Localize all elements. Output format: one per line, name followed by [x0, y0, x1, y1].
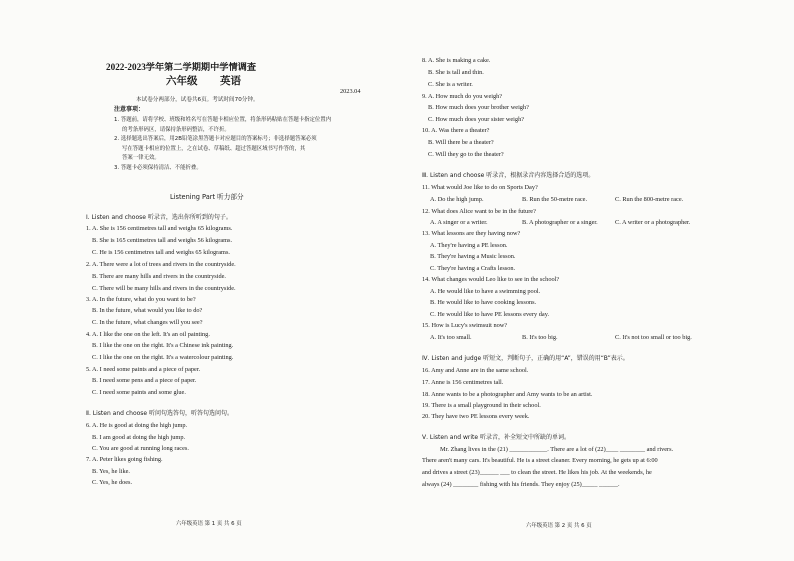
- part-2-heading: Ⅱ. Listen and choose 听问句选答句，听答句选问句。: [86, 410, 234, 417]
- exam-intro: 本试卷分两部分，试卷共6页。考试时间70分钟。: [136, 97, 259, 103]
- q7-b: B. Yes, he like.: [92, 468, 130, 475]
- q13: 13. What lessons are they having now?: [422, 230, 521, 237]
- exam-title: 2022-2023学年第二学期期中学情调查: [106, 62, 257, 72]
- q8-b: B. She is tall and thin.: [428, 69, 484, 76]
- q3-b: B. In the future, what would you like to do?: [92, 307, 203, 314]
- q14-b: B. He would like to have cooking lessons.: [430, 299, 537, 306]
- exam-page-2: [400, 0, 794, 561]
- notes-title: 注意事项：: [114, 106, 145, 113]
- note-1b: 的考条形码区，请保持条形码整洁，不许折。: [122, 127, 230, 133]
- q3-c: C. In the future, what changes will you see?: [92, 319, 203, 326]
- note-3: 3. 答题卡必须保持清洁、不能折叠。: [114, 165, 202, 171]
- q11-a: A. Do the high jump.: [430, 196, 484, 203]
- q12-c: C. A writer or a photographer.: [615, 219, 691, 226]
- q7-a: 7. A. Peter likes going fishing.: [86, 456, 163, 463]
- q7-c: C. Yes, he does.: [92, 479, 133, 486]
- q4-c: C. I like the one on the right. It's a watercolour painting.: [92, 354, 234, 361]
- q16: 16. Amy and Anne are in the same school.: [422, 367, 529, 374]
- q4-b: B. I like the one on the right. It's a Chinese ink painting.: [92, 342, 234, 349]
- q5-b: B. I need some pens and a piece of paper.: [92, 377, 197, 384]
- q9-b: B. How much does your brother weigh?: [428, 104, 529, 111]
- q14-c: C. He would like to have PE lessons every day.: [430, 311, 550, 318]
- q9-a: 9. A. How much do you weigh?: [422, 93, 503, 100]
- passage-line-1: Mr. Zhang lives in the (21) ____________. There are a lot of (22)____ ________ and rivers.: [440, 446, 674, 453]
- part-4-heading: Ⅳ. Listen and judge 听短文，判断句子，正确的用“A”，错误的用“B”表示。: [422, 355, 629, 362]
- q13-c: C. They're having a Crafts lesson.: [430, 265, 516, 272]
- q10-c: C. Will they go to the theater?: [428, 151, 504, 158]
- q6-a: 6. A. He is good at doing the high jump.: [86, 422, 188, 429]
- q11: 11. What would Joe like to do on Sports Day?: [422, 184, 538, 191]
- q10-b: B. Will there be a theater?: [428, 139, 494, 146]
- q11-b: B. Run the 50-metre race.: [522, 196, 588, 203]
- exam-date: 2023.04: [340, 88, 361, 95]
- q2-a: 2. A. There were a lot of trees and rivers in the countryside.: [86, 261, 236, 268]
- q12: 12. What does Alice want to be in the future?: [422, 208, 536, 215]
- q5-c: C. I need some paints and some glue.: [92, 389, 186, 396]
- exam-subject: 英语: [220, 75, 241, 87]
- q11-c: C. Run the 800-metre race.: [615, 196, 684, 203]
- q12-a: A. A singer or a writer.: [430, 219, 488, 226]
- passage-line-4: always (24) ________ fishing with his friends. They enjoy (25)_____ ______.: [422, 481, 620, 488]
- q15-b: B. It's too big.: [522, 334, 558, 341]
- q13-a: A. They're having a PE lesson.: [430, 242, 508, 249]
- q13-b: B. They're having a Music lesson.: [430, 253, 516, 260]
- q6-b: B. I am good at doing the high jump.: [92, 434, 186, 441]
- page-1-footer: 六年级英语 第 1 页 共 6 页: [176, 521, 242, 527]
- part-1-heading: Ⅰ. Listen and choose 听录音，选出你所听到的句子。: [86, 214, 232, 221]
- q1-b: B. She is 165 centimetres tall and weighs 56 kilograms.: [92, 237, 233, 244]
- exam-grade: 六年级: [166, 75, 198, 87]
- q5-a: 5. A. I need some paints and a piece of paper.: [86, 366, 201, 373]
- page-2-footer: 六年级英语 第 2 页 共 6 页: [526, 523, 592, 529]
- q15-c: C. It's not too small or too big.: [615, 334, 692, 341]
- q9-c: C. How much does your sister weigh?: [428, 116, 525, 123]
- q17: 17. Anne is 156 centimetres tall.: [422, 379, 504, 386]
- q8-a: 8. A. She is making a cake.: [422, 57, 491, 64]
- part-3-heading: Ⅲ. Listen and choose 听录音，根据录音内容选择合适的选项。: [422, 172, 595, 179]
- q4-a: 4. A. I like the one on the left. It's an oil painting.: [86, 331, 210, 338]
- q2-c: C. There will be many hills and rivers in the countryside.: [92, 285, 236, 292]
- q15-a: A. It's too small.: [430, 334, 472, 341]
- q3-a: 3. A. In the future, what do you want to be?: [86, 296, 196, 303]
- q10-a: 10. A. Was there a theater?: [422, 127, 490, 134]
- note-2a: 2. 选择题选出答案后，用2B铅笔涂黑答题卡对应题目的答案标号；非选择题答案必须: [114, 136, 317, 142]
- q12-b: B. A photographer or a singer.: [522, 219, 598, 226]
- listening-part-title: Listening Part 听力部分: [170, 193, 244, 201]
- q15: 15. How is Lucy's swimsuit now?: [422, 322, 508, 329]
- q14-a: A. He would like to have a swimming pool.: [430, 288, 541, 295]
- note-1a: 1. 答题前，请将学校、班级和姓名写在答题卡相应位置，将条形码粘贴在答题卡指定位置内: [114, 117, 332, 123]
- passage-line-2: There aren't many cars. It's beautiful. He is a street cleaner. Every morning, he gets up at 6:00: [422, 457, 658, 464]
- q1-a: 1. A. She is 156 centimetres tall and weighs 65 kilograms.: [86, 225, 233, 232]
- q19: 19. There is a small playground in their school.: [422, 402, 541, 409]
- passage-line-3: and drives a street (23)______ ___ to clean the street. He likes his job. At the weekends, he: [422, 469, 652, 476]
- q20: 20. They have two PE lessons every week.: [422, 413, 530, 420]
- note-2c: 答案一律无效。: [122, 155, 160, 161]
- part-5-heading: Ⅴ. Listen and write 听录音，补全短文中所缺的单词。: [422, 434, 570, 441]
- q6-c: C. You are good at running long races.: [92, 445, 189, 452]
- q8-c: C. She is a writer.: [428, 81, 473, 88]
- q14: 14. What changes would Leo like to see in the school?: [422, 276, 560, 283]
- q18: 18. Anne wants to be a photographer and Amy wants to be an artist.: [422, 391, 593, 398]
- q1-c: C. He is 156 centimetres tall and weighs 65 kilograms.: [92, 249, 230, 256]
- q2-b: B. There are many hills and rivers in the countryside.: [92, 273, 227, 280]
- note-2b: 写在答题卡相应的位置上，之在试卷、草稿纸、超过答题区域书写作答的，其: [122, 146, 306, 152]
